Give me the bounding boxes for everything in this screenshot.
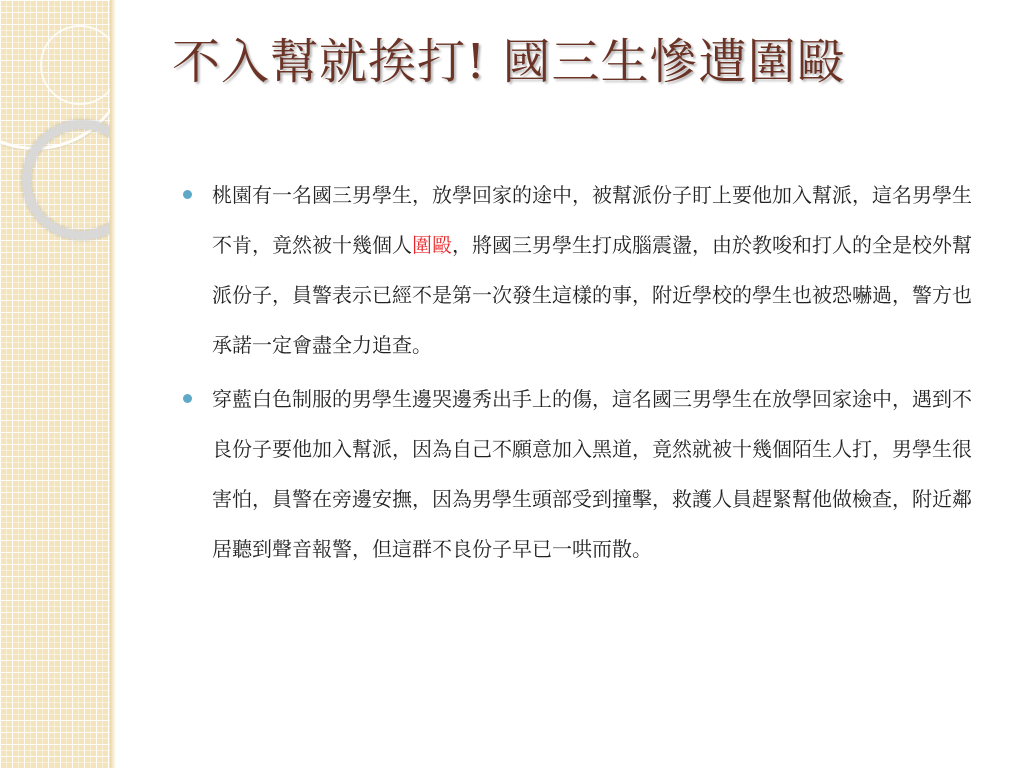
- decorative-ring-small: [40, 25, 113, 105]
- bullet-item-1: [180, 170, 988, 370]
- bullet-1-text-after: ，將國三男學生打成腦震盪，由於教唆和打人的全是校外幫派份子，員警表示已經不是第一次發生這樣的事，附近學校的學生也被恐嚇過，警方也承諾一定會盡全力追查。: [212, 233, 972, 357]
- bullet-item-2: [180, 374, 988, 574]
- bullet-1-highlight: 圍毆: [412, 233, 452, 257]
- bullet-dot-icon: [183, 394, 192, 403]
- bullet-list: [180, 170, 988, 578]
- decorative-grid-band: [0, 0, 113, 768]
- slide-title: 不入幫就挨打! 國三生慘遭圍毆: [172, 34, 846, 90]
- band-edge-shadow: [110, 0, 116, 768]
- bullet-dot-icon: [183, 190, 192, 199]
- bullet-2-text: 穿藍白色制服的男學生邊哭邊秀出手上的傷，這名國三男學生在放學回家途中，遇到不良份子要他加入幫派，因為自己不願意加入黑道，竟然就被十幾個陌生人打，男學生很害怕，員警在旁邊安撫，因為男學生頭部受到撞擊，救護人員趕緊幫他做檢查，附近鄰居聽到聲音報警，但這群不良份子早已一哄而散。: [212, 387, 972, 561]
- bullet-1-text-before: 桃園有一名國三男學生，放學回家的途中，被幫派份子盯上要他加入幫派，這名男學生不肯，竟然被十幾個人: [212, 183, 972, 257]
